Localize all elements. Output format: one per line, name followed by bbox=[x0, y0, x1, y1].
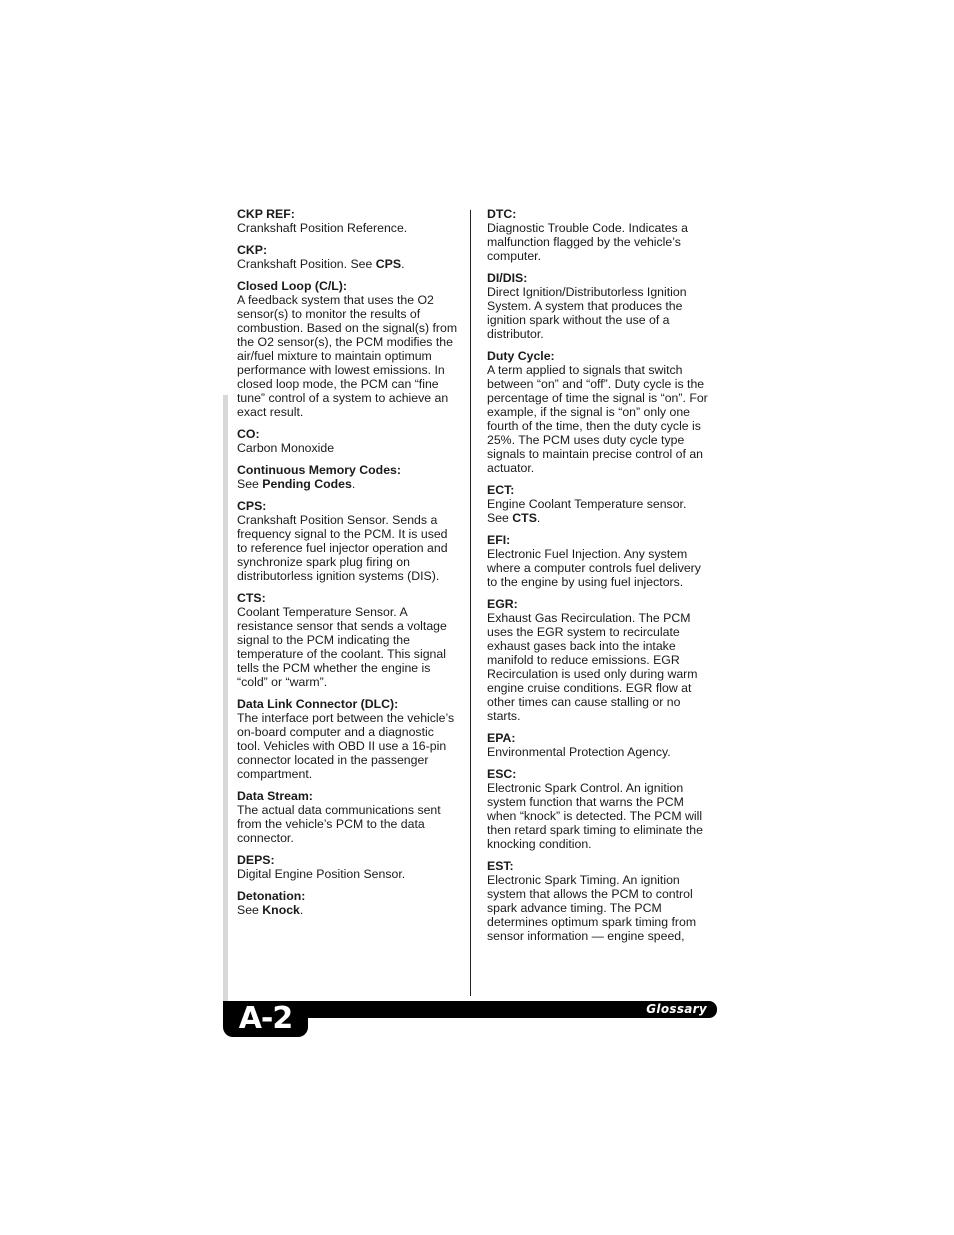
glossary-term: Continuous Memory Codes: bbox=[237, 463, 401, 477]
definition-text: The interface port between the vehicle’s on-board computer and a diagnostic tool. Vehicles with OBD II use a 16-pin connector located in the passenger compartment. bbox=[237, 711, 455, 781]
glossary-definition bbox=[237, 221, 459, 235]
glossary-entry bbox=[487, 349, 709, 475]
glossary-definition bbox=[237, 711, 459, 781]
glossary-term: Data Link Connector (DLC): bbox=[237, 697, 399, 711]
glossary-term: ECT: bbox=[487, 483, 515, 497]
glossary-entry bbox=[237, 463, 459, 491]
glossary-definition bbox=[487, 781, 709, 851]
cross-reference: Pending Codes bbox=[262, 477, 352, 491]
glossary-term: CPS: bbox=[237, 499, 267, 513]
definition-suffix: . bbox=[401, 257, 405, 271]
glossary-definition bbox=[237, 903, 459, 917]
glossary-term: EST: bbox=[487, 859, 514, 873]
glossary-term: ESC: bbox=[487, 767, 517, 781]
glossary-term: EFI: bbox=[487, 533, 511, 547]
glossary-entry bbox=[487, 207, 709, 263]
definition-text: Environmental Protection Agency. bbox=[487, 745, 671, 759]
glossary-entry bbox=[237, 697, 459, 781]
definition-text: Electronic Spark Timing. An ignition system that allows the PCM to control spark advance timing. The PCM determines optimum spark timing from sensor information — engine speed, bbox=[487, 873, 697, 943]
definition-text: Electronic Spark Control. An ignition system function that warns the PCM when “knock” is detected. The PCM will then retard spark timing to eliminate the knocking condition. bbox=[487, 781, 703, 851]
glossary-definition bbox=[487, 497, 709, 525]
glossary-term: CTS: bbox=[237, 591, 266, 605]
glossary-entry bbox=[237, 427, 459, 455]
glossary-term: CO: bbox=[237, 427, 260, 441]
page-tab bbox=[223, 1001, 308, 1037]
definition-text: See bbox=[237, 903, 263, 917]
glossary-entry bbox=[237, 591, 459, 689]
glossary-entry bbox=[487, 483, 709, 525]
definition-text: Carbon Monoxide bbox=[237, 441, 335, 455]
glossary-term: DI/DIS: bbox=[487, 271, 528, 285]
section-label: Glossary bbox=[646, 1002, 707, 1016]
glossary-definition bbox=[237, 513, 459, 583]
glossary-term: CKP: bbox=[237, 243, 268, 257]
glossary-entry bbox=[487, 859, 709, 943]
definition-text: Electronic Fuel Injection. Any system where a computer controls fuel delivery to the engine by using fuel injectors. bbox=[487, 547, 701, 589]
glossary-entry bbox=[237, 499, 459, 583]
glossary-entry bbox=[237, 889, 459, 917]
glossary-entry bbox=[237, 789, 459, 845]
glossary-definition bbox=[487, 285, 709, 341]
glossary-entry bbox=[487, 767, 709, 851]
glossary-term: EGR: bbox=[487, 597, 518, 611]
definition-text: Exhaust Gas Recirculation. The PCM uses the EGR system to recirculate exhaust gases back into the intake manifold to reduce emissions. EGR Recirculation is used only during warm engine cruise conditions. EGR flow at other times can cause stalling or no starts. bbox=[487, 611, 698, 723]
definition-text: A feedback system that uses the O2 sensor(s) to monitor the results of combustion. Based on the signal(s) from the O2 sensor(s), the PCM modifies the air/fuel mixture to maintain optimum performance with lowest emissions. In closed loop mode, the PCM can “fine tune” control of a system to achieve an exact result. bbox=[237, 293, 458, 419]
glossary-term: DTC: bbox=[487, 207, 517, 221]
definition-text: Crankshaft Position. See bbox=[237, 257, 376, 271]
glossary-entry bbox=[487, 731, 709, 759]
glossary-definition bbox=[487, 611, 709, 723]
definition-text: The actual data communications sent from the vehicle’s PCM to the data connector. bbox=[237, 803, 441, 845]
glossary-term: DEPS: bbox=[237, 853, 275, 867]
glossary-definition bbox=[237, 605, 459, 689]
definition-text: Crankshaft Position Sensor. Sends a frequency signal to the PCM. It is used to reference fuel injector operation and synchronize spark plug firing on distributorless ignition systems (DIS). bbox=[237, 513, 448, 583]
definition-text: Digital Engine Position Sensor. bbox=[237, 867, 406, 881]
glossary-entry bbox=[237, 243, 459, 271]
glossary-entry bbox=[487, 597, 709, 723]
glossary-entry bbox=[487, 533, 709, 589]
glossary-entry bbox=[237, 279, 459, 419]
glossary-term: Data Stream: bbox=[237, 789, 313, 803]
glossary-entry bbox=[237, 207, 459, 235]
definition-suffix: . bbox=[536, 511, 541, 525]
glossary-term: EPA: bbox=[487, 731, 516, 745]
column-divider bbox=[470, 210, 471, 996]
definition-text: Engine Coolant Temperature sensor. See bbox=[487, 497, 687, 525]
glossary-term: CKP REF: bbox=[237, 207, 295, 221]
glossary-definition bbox=[487, 547, 709, 589]
margin-bar bbox=[223, 395, 228, 1007]
definition-text: Diagnostic Trouble Code. Indicates a malfunction flagged by the vehicle’s computer. bbox=[487, 221, 688, 263]
glossary-right-column bbox=[487, 207, 709, 951]
glossary-term: Duty Cycle: bbox=[487, 349, 555, 363]
definition-text: See bbox=[237, 477, 263, 491]
definition-suffix: . bbox=[299, 903, 304, 917]
glossary-entry bbox=[237, 853, 459, 881]
definition-text: Crankshaft Position Reference. bbox=[237, 221, 408, 235]
definition-text: Direct Ignition/Distributorless Ignition System. A system that produces the ignition spark without the use of a distributor. bbox=[487, 285, 687, 341]
glossary-term: Detonation: bbox=[237, 889, 306, 903]
glossary-definition bbox=[237, 257, 459, 271]
glossary-definition bbox=[237, 867, 459, 881]
glossary-left-column bbox=[237, 207, 459, 925]
cross-reference: CPS bbox=[375, 257, 402, 271]
glossary-definition bbox=[237, 441, 459, 455]
page-number: A-2 bbox=[238, 1001, 293, 1036]
definition-suffix: . bbox=[351, 477, 356, 491]
cross-reference: Knock bbox=[262, 903, 300, 917]
glossary-definition bbox=[237, 803, 459, 845]
glossary-definition bbox=[487, 873, 709, 943]
definition-text: Coolant Temperature Sensor. A resistance sensor that sends a voltage signal to the PCM indicating the temperature of the coolant. This signal tells the PCM whether the engine is “cold” or “warm”. bbox=[237, 605, 447, 689]
glossary-definition bbox=[237, 477, 459, 491]
glossary-definition bbox=[237, 293, 459, 419]
definition-text: A term applied to signals that switch between “on” and “off”. Duty cycle is the percentage of time the signal is “on”. For example, if the signal is “on” only one fourth of the time, then the duty cycle is 25%. The PCM uses duty cycle type signals to maintain precise control of an actuator. bbox=[487, 363, 708, 475]
glossary-definition bbox=[487, 221, 709, 263]
glossary-entry bbox=[487, 271, 709, 341]
glossary-definition bbox=[487, 363, 709, 475]
glossary-definition bbox=[487, 745, 709, 759]
glossary-term: Closed Loop (C/L): bbox=[237, 279, 347, 293]
cross-reference: CTS bbox=[512, 511, 537, 525]
